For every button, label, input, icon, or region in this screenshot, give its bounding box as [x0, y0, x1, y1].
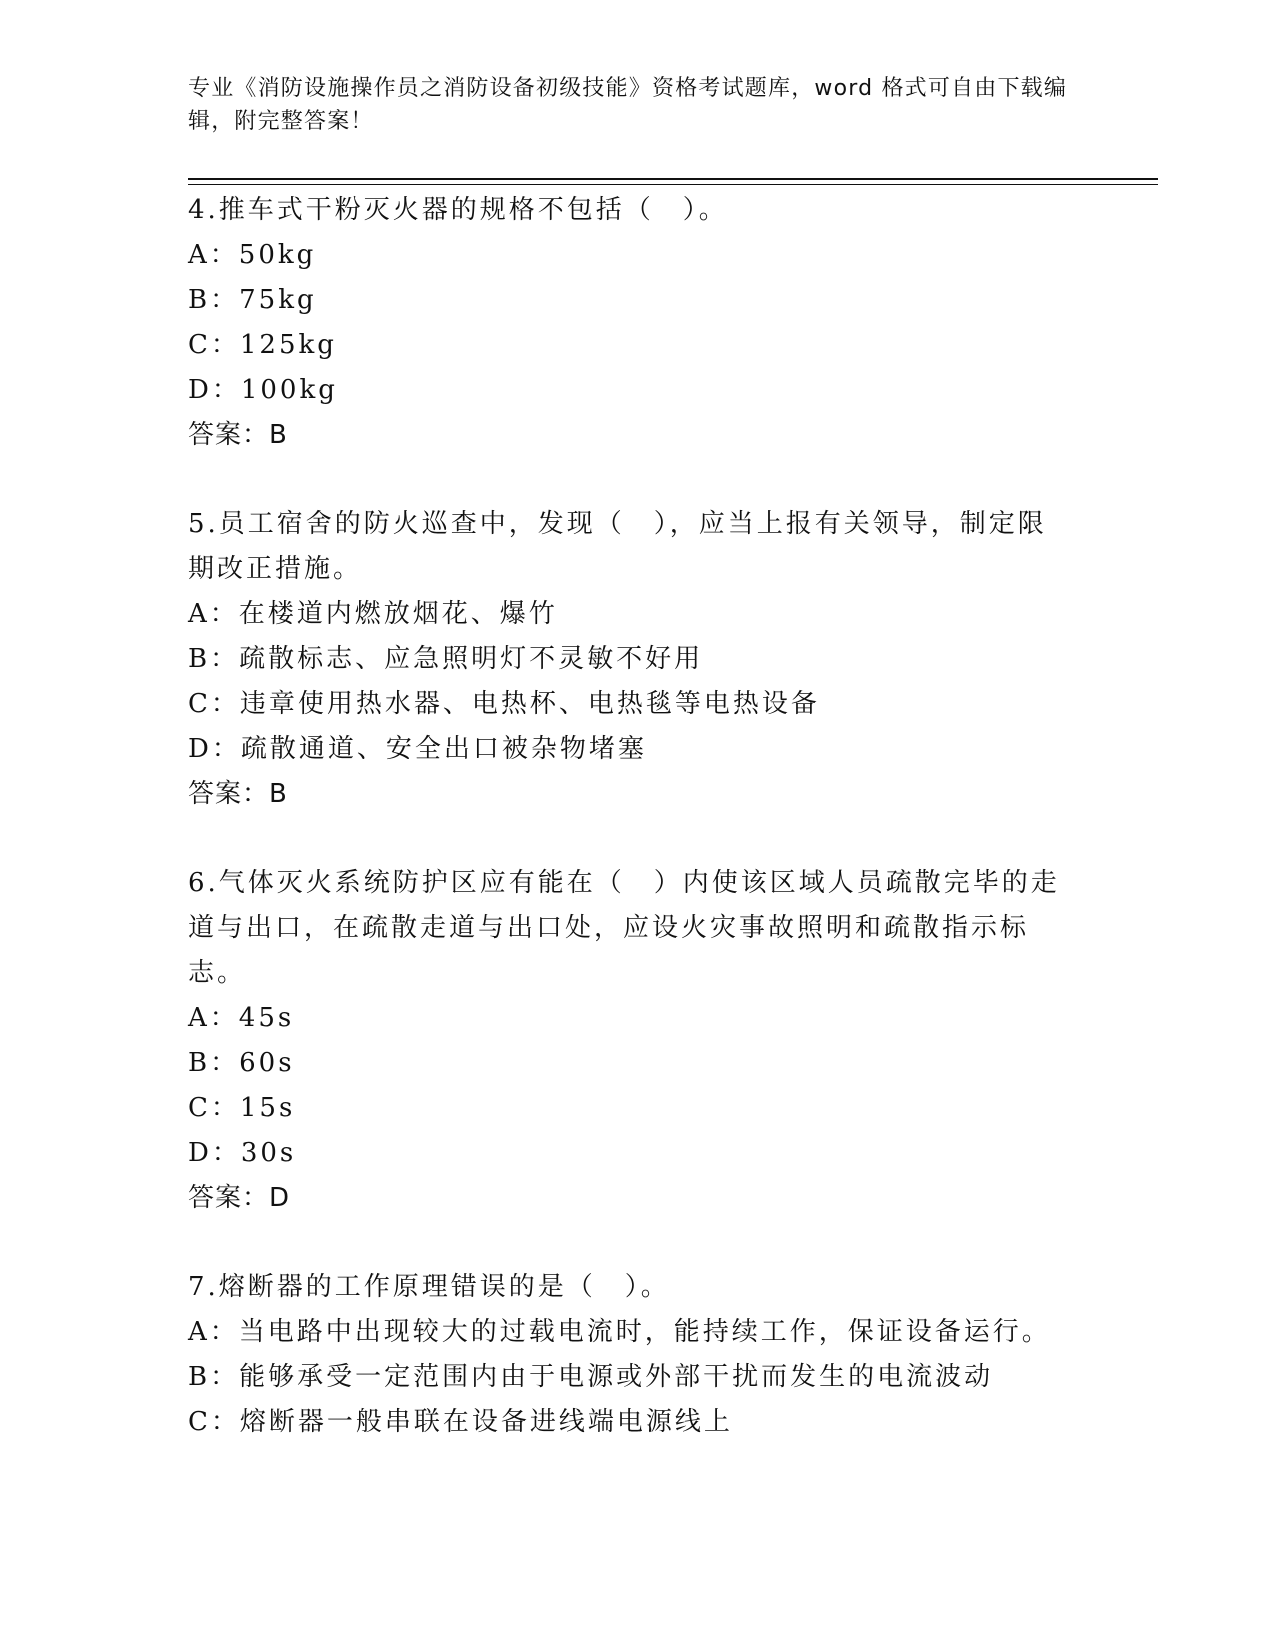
option-b: B：能够承受一定范围内由于电源或外部干扰而发生的电流波动	[188, 1362, 994, 1392]
document-header: 专业《消防设施操作员之消防设备初级技能》资格考试题库，word 格式可自由下载编辑，附完整答案！	[188, 76, 1068, 134]
question-5	[188, 502, 1068, 817]
option-c: C：违章使用热水器、电热杯、电热毯等电热设备	[188, 689, 820, 719]
question-stem: 4.推车式干粉灭火器的规格不包括（ ）。	[188, 195, 728, 225]
option-d: D：疏散通道、安全出口被杂物堵塞	[188, 734, 647, 764]
option-c: C：125kg	[188, 330, 337, 360]
option-a: A：当电路中出现较大的过载电流时，能持续工作，保证设备运行。	[188, 1317, 1051, 1347]
question-stem: 7.熔断器的工作原理错误的是（ ）。	[188, 1272, 670, 1302]
question-stem: 5.员工宿舍的防火巡查中，发现（ ），应当上报有关领导，制定限期改正措施。	[188, 509, 1047, 584]
option-b: B：60s	[188, 1048, 295, 1078]
question-7	[188, 1265, 1068, 1445]
option-b: B：75kg	[188, 285, 317, 315]
option-c: C：15s	[188, 1093, 296, 1123]
option-a: A：50kg	[188, 240, 317, 270]
option-d: D：100kg	[188, 375, 338, 405]
question-4	[188, 188, 1068, 458]
option-d: D：30s	[188, 1138, 297, 1168]
header-divider-thin	[188, 184, 1158, 185]
option-a: A：45s	[188, 1003, 295, 1033]
option-c: C：熔断器一般串联在设备进线端电源线上	[188, 1407, 733, 1437]
answer-label: 答案：B	[188, 420, 288, 450]
answer-label: 答案：D	[188, 1183, 291, 1213]
option-a: A：在楼道内燃放烟花、爆竹	[188, 599, 558, 629]
header-divider-thick	[188, 178, 1158, 180]
answer-label: 答案：B	[188, 779, 288, 809]
option-b: B：疏散标志、应急照明灯不灵敏不好用	[188, 644, 704, 674]
question-list	[188, 188, 1068, 1489]
question-6	[188, 861, 1068, 1221]
question-stem: 6.气体灭火系统防护区应有能在（ ）内使该区域人员疏散完毕的走道与出口，在疏散走道与出口处，应设火灾事故照明和疏散指示标志。	[188, 868, 1060, 988]
